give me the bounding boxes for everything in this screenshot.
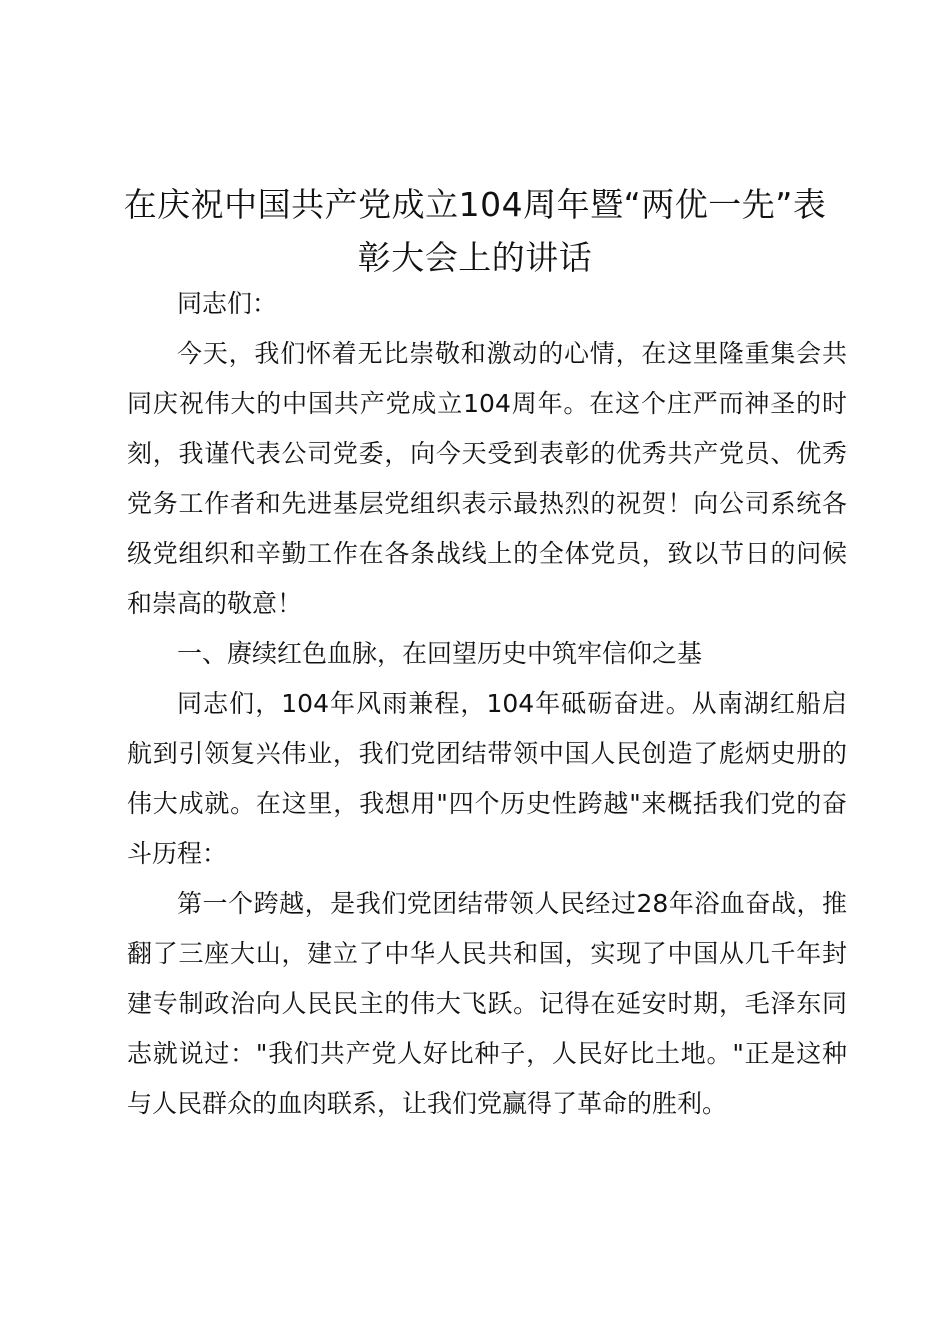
salutation: 同志们： [177, 289, 278, 318]
document-title: 在庆祝中国共产党成立104周年暨“两优一先”表彰大会上的讲话 [123, 185, 827, 277]
document-body [127, 279, 847, 1129]
section-heading-1: 一、赓续红色血脉，在回望历史中筑牢信仰之基 [177, 639, 703, 668]
section1-paragraph-2: 第一个跨越，是我们党团结带领人民经过28年浴血奋战，推翻了三座大山，建立了中华人民共和国，实现了中国从几千年封建专制政治向人民民主的伟大飞跃。记得在延安时期，毛泽东同志就说过："我们共产党人好比种子，人民好比土地。"正是这种与人民群众的血肉联系，让我们党赢得了革命的胜利。 [127, 889, 847, 1118]
section1-paragraph-1: 同志们，104年风雨兼程，104年砥砺奋进。从南湖红船启航到引领复兴伟业，我们党团结带领中国人民创造了彪炳史册的伟大成就。在这里，我想用"四个历史性跨越"来概括我们党的奋斗历程： [127, 689, 847, 868]
opening-paragraph: 今天，我们怀着无比崇敬和激动的心情，在这里隆重集会共同庆祝伟大的中国共产党成立104周年。在这个庄严而神圣的时刻，我谨代表公司党委，向今天受到表彰的优秀共产党员、优秀党务工作者和先进基层党组织表示最热烈的祝贺！向公司系统各级党组织和辛勤工作在各条战线上的全体党员，致以节日的问候和崇高的敬意！ [127, 339, 847, 618]
